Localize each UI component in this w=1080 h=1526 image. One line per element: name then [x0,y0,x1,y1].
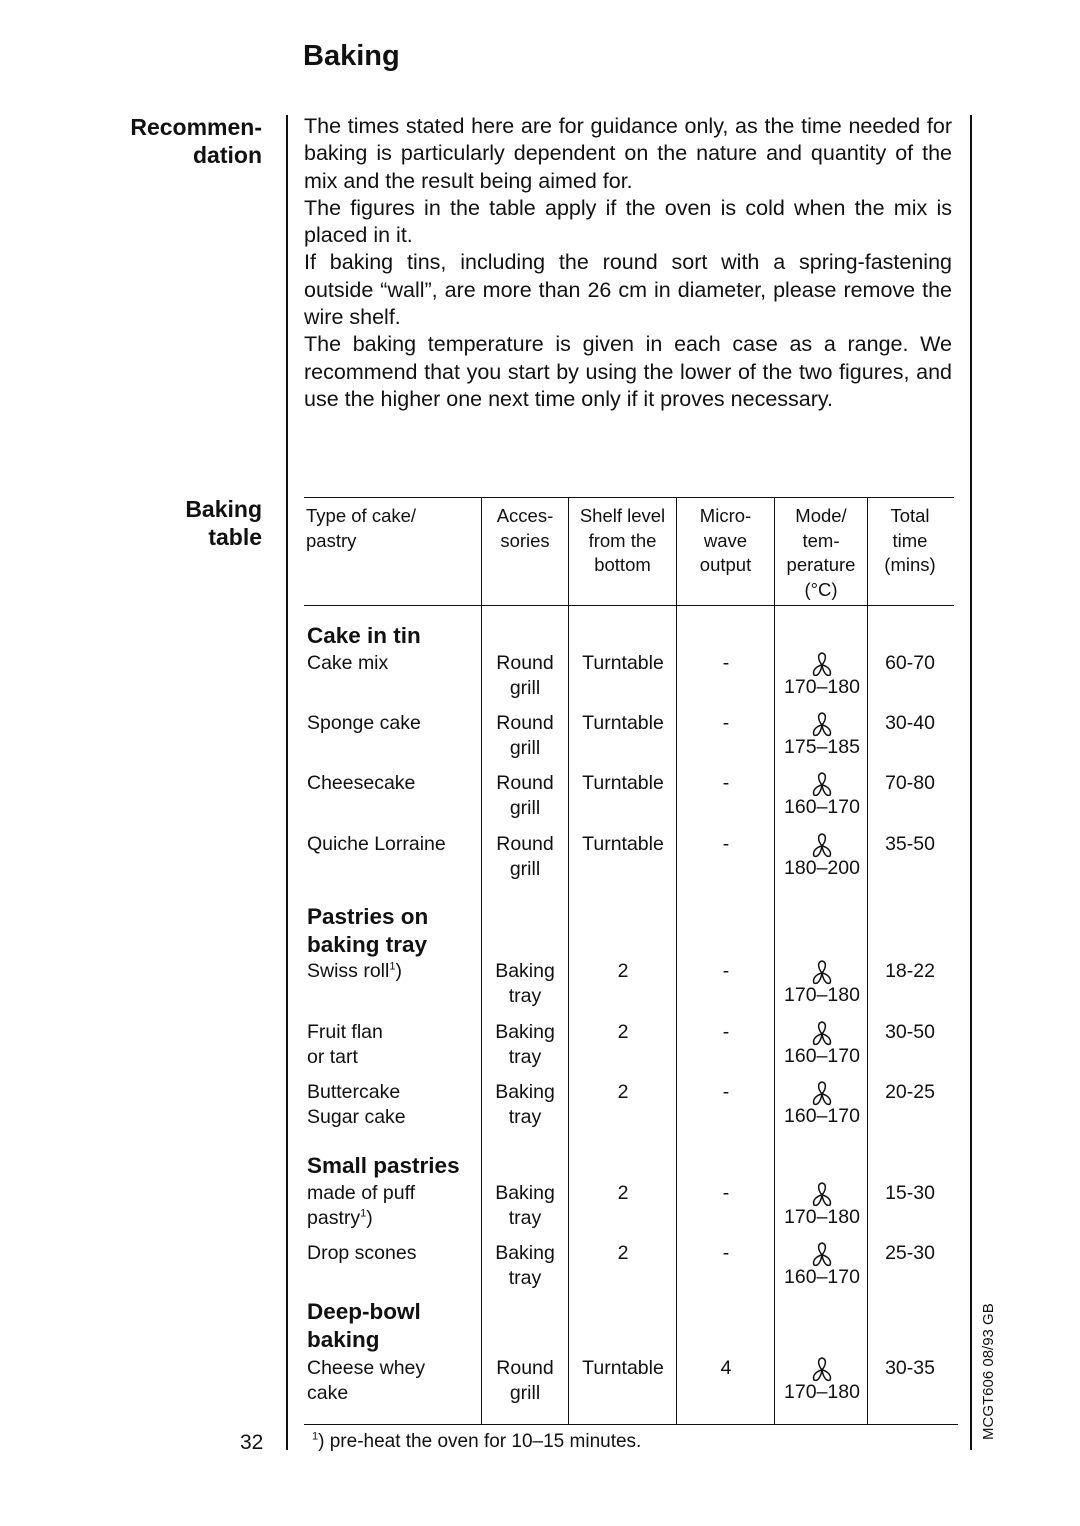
header-mode [775,504,867,602]
table-top-rule [304,497,954,498]
accessory [482,1241,568,1291]
mode-temperature [776,711,868,760]
header-type-line: pastry [306,529,357,551]
accessory [482,1356,568,1406]
shelf-level: Turntable [582,712,664,734]
cake-name-text: Sponge cake [307,712,421,734]
cake-name [307,651,477,676]
accessory [482,832,568,882]
mode-temperature [776,1080,868,1129]
temperature-range: 175–185 [784,736,860,758]
section-deep-bowl-baking [307,1298,421,1354]
column-divider [568,497,569,1424]
accessory-line1: Baking [495,960,555,982]
cake-name-text: Cake mix [307,652,389,674]
mode-temperature [776,1356,868,1405]
cake-name-text: Quiche Lorraine [307,833,446,855]
section-pastries-on-tray [307,903,428,959]
accessory-line2: tray [508,1207,542,1229]
accessory-line1: Round [496,712,554,734]
cake-name [307,1080,477,1130]
shelf-level: 2 [617,1021,629,1043]
accessory-line1: Baking [495,1021,555,1043]
accessory-line1: Baking [495,1182,555,1204]
accessory [482,771,568,821]
accessory-line2: tray [508,985,542,1007]
section-line: Pastries on [307,904,429,929]
cake-name-line2 [307,1045,477,1070]
cake-name-text: Swiss roll [307,960,390,982]
mode-temperature [776,1181,868,1230]
cake-name-line2 [307,1381,477,1406]
header-microwave-line: output [699,554,752,575]
cake-name [307,771,477,796]
cake-name-text2: cake [307,1382,349,1404]
header-shelf-line: bottom [594,554,651,575]
temperature-range: 180–200 [784,857,860,879]
shelf-level: 2 [617,1242,629,1264]
header-microwave [677,504,774,578]
microwave-output: - [722,1242,730,1264]
cake-name [307,1241,477,1266]
header-time-line: (mins) [884,554,936,575]
section-cake-in-tin: Cake in tin [307,623,421,648]
accessory-line2: tray [508,1046,542,1068]
cake-name-text: Cheesecake [307,772,416,794]
cake-name-text: Fruit flan [307,1021,383,1043]
footnote-paren: ) [395,960,402,982]
footnote [312,1431,641,1453]
header-microwave-line: Micro- [699,505,752,526]
shelf-level: Turntable [582,1357,664,1379]
baking-table-heading-line2: table [208,524,262,550]
total-time: 20-25 [885,1081,935,1103]
temperature-range: 170–180 [784,984,860,1006]
footnote-marker: 1 [389,960,396,973]
microwave-output: - [722,1021,730,1043]
cake-name-line1 [307,771,477,796]
microwave-output: - [722,833,730,855]
total-time: 30-35 [885,1357,935,1379]
cake-name-line1 [307,1080,477,1105]
footnote-paren: ) [318,1431,325,1452]
mode-temperature [776,651,868,700]
left-margin-rule [286,115,288,1450]
accessory-line2: grill [509,1382,541,1404]
total-time: 60-70 [885,652,935,674]
section-line: baking [307,1327,380,1352]
document-code: MCGT606 08/93 GB [980,1303,997,1440]
header-mode-line: perature [786,554,856,575]
cake-name [307,832,477,857]
cake-name [307,1020,477,1070]
mode-temperature [776,1020,868,1069]
shelf-level: 2 [617,960,629,982]
column-divider [676,497,677,1424]
accessory-line1: Round [496,652,554,674]
cake-name-line1 [307,832,477,857]
header-microwave-line: wave [703,529,748,551]
header-mode-line: Mode/ [795,505,847,526]
accessory [482,651,568,701]
baking-table-heading-line1: Baking [185,496,262,522]
total-time: 30-40 [885,712,935,734]
microwave-output: - [722,772,730,794]
microwave-output: 4 [720,1357,732,1379]
accessory-line1: Round [496,1357,554,1379]
header-shelf-line: from the [588,529,657,551]
footnote-marker: 1 [360,1207,367,1220]
microwave-output: - [722,652,730,674]
page-number: 32 [240,1431,264,1454]
accessory-line1: Baking [495,1081,555,1103]
cake-name [307,711,477,736]
accessory [482,1080,568,1130]
accessory-line1: Round [496,833,554,855]
temperature-range: 160–170 [784,1045,860,1067]
cake-name [307,1356,477,1406]
footnote-paren: ) [366,1207,373,1229]
cake-name [307,1181,477,1231]
right-margin-rule [970,115,972,1450]
recommendation-heading-line1: Recommen- [130,114,262,140]
microwave-output: - [722,712,730,734]
header-shelf-level [569,504,676,578]
accessory-line2: grill [509,677,541,699]
accessory [482,959,568,1009]
cake-name-line1 [307,959,477,984]
header-type [306,504,476,553]
mode-temperature [776,832,868,881]
temperature-range: 160–170 [784,796,860,818]
cake-name-line2 [307,1206,477,1231]
accessory-line2: grill [509,737,541,759]
mode-temperature [776,1241,868,1290]
temperature-range: 170–180 [784,1381,860,1403]
header-accessories-line: Acces- [496,505,554,526]
header-shelf-line: Shelf level [579,505,666,526]
paragraph: The times stated here are for guidance only, as the time needed for baking is particularly dependent on the nature and quantity of the mix and the result being aimed for. [304,114,952,193]
cake-name-text2: or tart [307,1046,358,1068]
accessory [482,711,568,761]
mode-temperature [776,771,868,820]
header-mode-line: tem- [802,529,840,551]
cake-name-line1 [307,1020,477,1045]
cake-name [307,959,477,984]
accessory-line2: tray [508,1106,542,1128]
accessory-line1: Baking [495,1242,555,1264]
total-time: 70-80 [885,772,935,794]
cake-name-text: Buttercake [307,1081,401,1103]
page-title: Baking [303,40,400,72]
recommendation-heading-line2: dation [193,142,262,168]
header-accessories-line: sories [500,529,550,551]
cake-name-text: made of puff [307,1182,416,1204]
mode-temperature [776,959,868,1008]
header-mode-line: (°C) [804,578,838,600]
header-type-line: Type of cake/ [306,505,417,526]
paragraph: If baking tins, including the round sort with a spring-fastening outside “wall”, are more than 26 cm in diameter, please remove the wire shelf. [304,250,952,330]
shelf-level: 2 [617,1182,629,1204]
cake-name-text2: Sugar cake [307,1106,406,1128]
temperature-range: 170–180 [784,676,860,698]
recommendation-text [304,113,952,413]
column-divider [774,497,775,1424]
accessory [482,1181,568,1231]
footnote-text: pre-heat the oven for 10–15 minutes. [329,1431,642,1452]
table-header-rule [304,605,954,606]
accessory-line2: tray [508,1267,542,1289]
header-time-line: time [892,529,928,551]
total-time: 25-30 [885,1242,935,1264]
microwave-output: - [722,1182,730,1204]
microwave-output: - [722,960,730,982]
total-time: 30-50 [885,1021,935,1043]
temperature-range: 160–170 [784,1266,860,1288]
accessory [482,1020,568,1070]
cake-name-line1 [307,1181,477,1206]
cake-name-text: Drop scones [307,1242,417,1264]
temperature-range: 170–180 [784,1206,860,1228]
accessory-line1: Round [496,772,554,794]
header-time-line: Total [890,505,930,526]
total-time: 18-22 [885,960,935,982]
shelf-level: 2 [617,1081,629,1103]
shelf-level: Turntable [582,833,664,855]
total-time: 35-50 [885,833,935,855]
temperature-range: 160–170 [784,1105,860,1127]
accessory-line2: grill [509,858,541,880]
shelf-level: Turntable [582,772,664,794]
paragraph: The baking temperature is given in each case as a range. We recommend that you start by using the lower of the two figures, and use the higher one next time only if it proves necessary. [304,332,952,411]
cake-name-text: Cheese whey [307,1357,426,1379]
table-bottom-rule [304,1424,958,1425]
baking-table-heading [60,495,262,551]
cake-name-line1 [307,711,477,736]
cake-name-line1 [307,1356,477,1381]
section-line: baking tray [307,932,428,957]
accessory-line2: grill [509,797,541,819]
footnote-marker: 1 [312,1430,319,1443]
cake-name-line2 [307,1105,477,1130]
cake-name-line1 [307,1241,477,1266]
section-small-pastries: Small pastries [307,1153,460,1178]
header-time [868,504,952,578]
recommendation-heading [60,113,262,169]
cake-name-line1 [307,651,477,676]
total-time: 15-30 [885,1182,935,1204]
header-accessories [482,504,568,553]
cake-name-text2: pastry [307,1207,361,1229]
microwave-output: - [722,1081,730,1103]
paragraph: The figures in the table apply if the oven is cold when the mix is placed in it. [304,195,952,248]
shelf-level: Turntable [582,652,664,674]
section-line: Deep-bowl [307,1299,421,1324]
